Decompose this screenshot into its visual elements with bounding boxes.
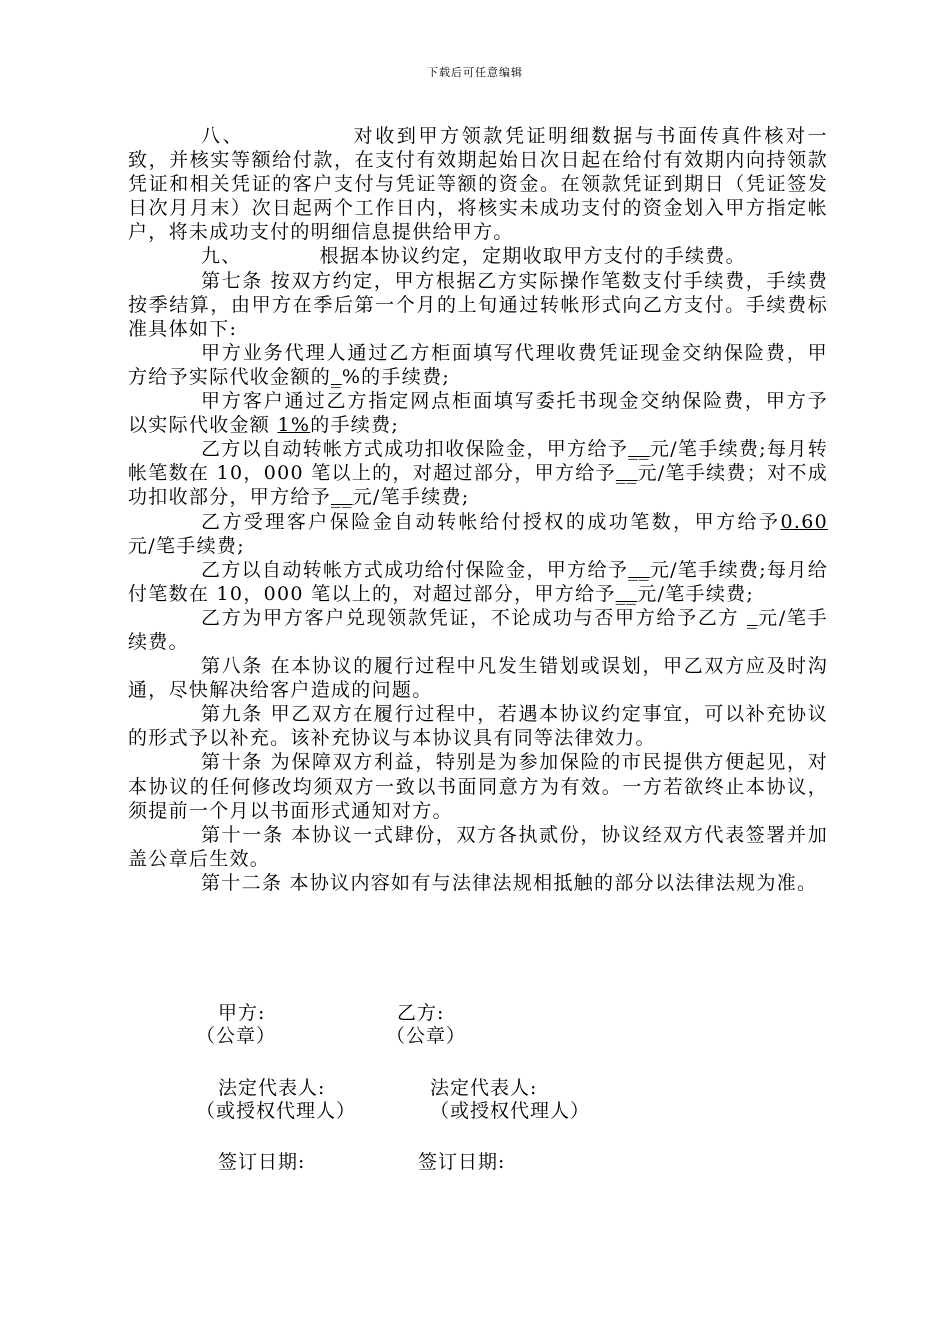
- fee-text: 乙方以自动转帐方式成功扣收保险金，甲方给予: [201, 438, 629, 461]
- fee-blank: __: [331, 486, 353, 509]
- fee-item-5: [128, 558, 828, 606]
- fee-amount: 0.60: [780, 510, 828, 533]
- fee-blank: __: [615, 462, 638, 485]
- fee-text: 元/笔手续费;: [128, 534, 245, 557]
- party-b-seal: （公章）: [386, 1025, 467, 1047]
- fee-item-3: [128, 437, 828, 509]
- fee-text: 甲方客户通过乙方指定网点柜面填写委托书现金交纳保险费，甲方予以实际代收金额: [128, 390, 828, 437]
- fee-blank: _: [331, 365, 342, 388]
- fee-text: %的手续费;: [341, 365, 451, 388]
- article-twelve: 第十二条 本协议内容如有与法律法规相抵触的部分以法律法规为准。: [201, 871, 818, 894]
- fee-item-4: [128, 510, 828, 558]
- fee-blank: __: [628, 558, 650, 581]
- fee-item-6: [128, 606, 828, 654]
- fee-text: 元/笔手续费。: [128, 606, 828, 653]
- item-text: 根据本协议约定，定期收取甲方支付的手续费。: [319, 245, 746, 268]
- fee-item-1: [128, 341, 828, 389]
- fee-text: 乙方受理客户保险金自动转帐给付授权的成功笔数，甲方给予: [201, 510, 781, 533]
- clause-eight-item: [128, 124, 828, 244]
- fee-blank: __: [628, 438, 650, 461]
- fee-text: 的手续费;: [310, 414, 400, 437]
- fee-rate: 1%: [277, 414, 311, 437]
- article-seven: 第七条 按双方约定，甲方根据乙方实际操作笔数支付手续费，手续费按季结算，由甲方在季后第一个月的上旬通过转帐形式向乙方支付。手续费标准具体如下:: [128, 269, 828, 340]
- fee-text: 元/笔手续费;每月转帐笔数在 10，000 笔以上的，对超过部分，甲方给予: [128, 438, 828, 485]
- article-eleven: 第十一条 本协议一式肆份，双方各执贰份，协议经双方代表签署并加盖公章后生效。: [128, 823, 828, 870]
- fee-text: 元/笔手续费;: [637, 582, 755, 605]
- fee-text: 乙方为甲方客户兑现领款凭证，不论成功与否甲方给予乙方: [201, 606, 747, 629]
- fee-item-2: [128, 389, 828, 437]
- fee-text: 元/笔手续费;每月给付笔数在 10，000 笔以上的，对超过部分，甲方给予: [128, 558, 828, 605]
- item-number: 八、: [201, 125, 245, 147]
- article-nine: 第九条 甲乙双方在履行过程中，若遇本协议约定事宜，可以补充协议的形式予以补充。该补充协议与本协议具有同等法律效力。: [128, 703, 828, 750]
- party-b-representative: 法定代表人:: [430, 1077, 538, 1099]
- document-body: [128, 124, 828, 895]
- party-b-sign-date: 签订日期:: [418, 1151, 506, 1173]
- party-b-label: 乙方:: [397, 1002, 445, 1024]
- party-a-seal: （公章）: [196, 1025, 277, 1047]
- party-a-label: 甲方:: [218, 1002, 266, 1024]
- party-a-sign-date: 签订日期:: [218, 1151, 306, 1173]
- article-ten: 第十条 为保障双方利益，特别是为参加保险的市民提供方便起见，对本协议的任何修改均须双方一致以书面同意方为有效。一方若欲终止本协议，须提前一个月以书面形式通知对方。: [128, 751, 828, 822]
- clause-nine-item: [128, 244, 828, 268]
- item-text: 对收到甲方领款凭证明细数据与书面传真件核对一致，并核实等额给付款，在支付有效期起始日次日起在给付有效期内向持领款凭证和相关凭证的客户支付与凭证等额的资金。在领款凭证到期日（凭证签发日次月月末）次日起两个工作日内，将核实未成功支付的资金划入甲方指定帐户，将未成功支付的明细信息提供给甲方。: [128, 125, 828, 244]
- article-eight: 第八条 在本协议的履行过程中凡发生错划或误划，甲乙双方应及时沟通，尽快解决给客户造成的问题。: [128, 655, 828, 702]
- fee-text: 元/笔手续费;: [352, 486, 470, 509]
- party-a-representative: 法定代表人:: [218, 1077, 326, 1099]
- fee-text: 甲方业务代理人通过乙方柜面填写代理收费凭证现金交纳保险费，甲方给予实际代收金额的: [128, 341, 828, 388]
- item-number: 九、: [201, 245, 242, 268]
- fee-blank: __: [615, 582, 638, 605]
- page-header: 下载后可任意编辑: [427, 66, 523, 79]
- party-b-agent: （或授权代理人）: [430, 1100, 591, 1122]
- party-a-agent: （或授权代理人）: [196, 1100, 357, 1122]
- fee-text: 乙方以自动转帐方式成功给付保险金，甲方给予: [201, 558, 629, 581]
- fee-text: 元/笔手续费；对不成功扣收部分，甲方给予: [128, 462, 828, 509]
- fee-blank: _: [746, 606, 758, 629]
